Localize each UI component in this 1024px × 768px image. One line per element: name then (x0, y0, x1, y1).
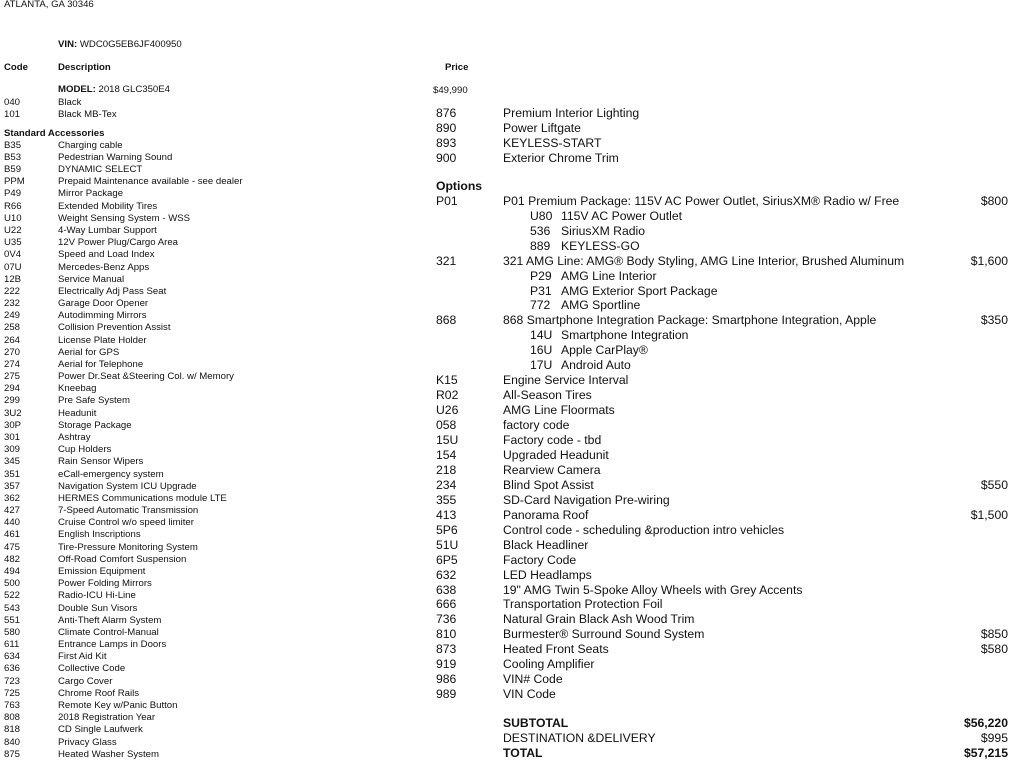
option-code: 989 (436, 687, 457, 702)
option-price: $580 (980, 642, 1008, 657)
sub-description: Smartphone Integration (561, 328, 689, 343)
option-row (0, 388, 1024, 403)
option-code: 6P5 (436, 552, 458, 567)
destination-value: $995 (980, 731, 1008, 745)
model-price: $49,990 (433, 85, 468, 96)
option-description: Blind Spot Assist (503, 477, 594, 492)
item-code: 876 (436, 106, 457, 120)
option-price: $1,600 (970, 253, 1008, 268)
item-description: Mirror Package (58, 188, 124, 200)
item-description: Collective Code (58, 663, 126, 675)
sub-code: 536 (530, 223, 551, 238)
option-code: 154 (436, 447, 457, 462)
item-description: Emission Equipment (58, 566, 146, 577)
item-description: Aerial for Telephone (58, 358, 144, 370)
option-row (0, 568, 1024, 583)
item-description: Headunit (58, 407, 97, 419)
item-code: 232 (4, 298, 21, 310)
item-description: Charging cable (58, 139, 123, 151)
option-code: 355 (436, 492, 457, 507)
option-code: 5P6 (436, 522, 458, 537)
option-row (0, 403, 1024, 418)
item-code: 611 (4, 639, 20, 651)
standard-accessories-title: Standard Accessories (4, 127, 105, 139)
option-row (0, 448, 1024, 463)
item-description: Privacy Glass (58, 736, 117, 748)
subtotal-label: SUBTOTAL (503, 716, 569, 730)
option-row (0, 612, 1024, 627)
option-price: $350 (980, 313, 1008, 328)
item-description: Cup Holders (58, 444, 112, 456)
option-row (0, 583, 1024, 598)
item-code: B53 (4, 151, 22, 163)
item-description: Kneebag (58, 383, 97, 395)
option-row (0, 478, 1024, 493)
description-header: Description (58, 62, 111, 73)
item-code: 636 (4, 663, 21, 675)
option-code: 413 (436, 507, 457, 522)
item-code: 351 (4, 468, 21, 480)
model-line (58, 84, 170, 96)
item-description: 4-Way Lumbar Support (58, 224, 157, 236)
item-code: 890 (436, 120, 457, 135)
item-code: 299 (4, 395, 21, 407)
right-item-row (0, 136, 1024, 151)
right-item-row (0, 151, 1024, 166)
item-code: 875 (4, 748, 21, 760)
sub-code: 889 (530, 238, 551, 253)
item-description: English Inscriptions (58, 529, 141, 541)
sub-code: U80 (530, 208, 553, 223)
option-description: Factory code - tbd (503, 433, 602, 447)
item-description: Collision Prevention Assist (58, 322, 171, 334)
item-description: 7-Speed Automatic Transmission (58, 505, 199, 517)
item-code: 634 (4, 651, 21, 663)
sub-description: KEYLESS-GO (561, 238, 640, 253)
sub-description: Apple CarPlay® (561, 343, 648, 358)
option-code: 632 (436, 567, 457, 582)
option-row (0, 672, 1024, 687)
item-code: 249 (4, 310, 21, 322)
option-row (0, 687, 1024, 702)
item-description: Off-Road Comfort Suspension (58, 553, 187, 565)
option-description: Panorama Roof (503, 507, 589, 522)
standard-accessory-row (0, 712, 420, 724)
option-code: 638 (436, 582, 457, 597)
item-description: Rain Sensor Wipers (58, 456, 144, 468)
item-code: PPM (4, 176, 25, 188)
item-code: 264 (4, 334, 21, 346)
item-description: Entrance Lamps in Doors (58, 639, 167, 651)
vin-line (58, 39, 182, 51)
option-price: $800 (980, 193, 1008, 208)
option-code: 810 (436, 627, 457, 642)
item-description: DYNAMIC SELECT (58, 164, 143, 176)
item-code: 543 (4, 602, 21, 614)
item-code: U35 (4, 237, 22, 249)
option-code: 321 (436, 253, 457, 268)
item-description: Anti-Theft Alarm System (58, 614, 162, 626)
option-row (0, 194, 1024, 209)
standard-accessory-row (0, 724, 420, 736)
item-code: 551 (4, 614, 21, 626)
destination-label: DESTINATION &DELIVERY (503, 731, 656, 745)
item-code: 440 (4, 517, 21, 529)
option-row (0, 642, 1024, 657)
option-description: 868 Smartphone Integration Package: Smartphone Integration, Apple (503, 313, 877, 328)
option-description: Black Headliner (503, 537, 589, 552)
item-description: Tire-Pressure Monitoring System (58, 541, 198, 553)
item-description: CD Single Laufwerk (58, 724, 143, 736)
option-sub-row (0, 209, 1024, 224)
item-code: 893 (436, 135, 457, 150)
item-code: 840 (4, 736, 21, 748)
sub-code: 772 (530, 298, 551, 313)
item-description: HERMES Communications module LTE (58, 492, 227, 504)
item-description: Black MB-Tex (58, 109, 117, 121)
item-description: Heated Washer System (58, 748, 159, 760)
item-code: 101 (4, 109, 21, 121)
item-description: Black (58, 97, 82, 108)
option-sub-row (0, 224, 1024, 239)
item-description: Double Sun Visors (58, 602, 138, 614)
item-code: 818 (4, 724, 21, 736)
option-code: 736 (436, 612, 457, 627)
option-code: 986 (436, 672, 457, 687)
option-sub-row (0, 239, 1024, 254)
sub-code: 16U (530, 343, 553, 358)
option-sub-row (0, 269, 1024, 284)
item-description: Cargo Cover (58, 675, 113, 687)
right-item-row (0, 121, 1024, 136)
item-code: 040 (4, 97, 21, 108)
option-sub-row (0, 343, 1024, 358)
standard-accessory-row (0, 737, 420, 749)
option-code: 666 (436, 597, 457, 612)
option-description: Burmester® Surround Sound System (503, 627, 705, 642)
item-code: 580 (4, 626, 21, 638)
option-row (0, 508, 1024, 523)
option-row (0, 254, 1024, 269)
item-description: Cruise Control w/o speed limiter (58, 517, 194, 529)
standard-accessory-row (0, 176, 420, 188)
item-code: 357 (4, 480, 21, 492)
sub-description: AMG Sportline (561, 298, 641, 313)
item-code: 3U2 (4, 407, 22, 419)
option-row (0, 538, 1024, 553)
option-code: P01 (436, 193, 458, 208)
option-description: AMG Line Floormats (503, 403, 615, 418)
item-code: 07U (4, 261, 22, 273)
option-description: factory code (503, 418, 570, 433)
option-description: VIN Code (503, 687, 556, 702)
option-description: Engine Service Interval (503, 373, 629, 388)
item-code: 461 (4, 529, 21, 541)
option-code: 234 (436, 477, 457, 492)
item-code: 309 (4, 444, 21, 456)
item-code: 222 (4, 285, 21, 297)
item-code: 482 (4, 553, 21, 565)
right-item-row (0, 106, 1024, 121)
standard-accessory-row (0, 164, 420, 176)
model-value: 2018 GLC350E4 (98, 84, 170, 95)
sub-code: P31 (530, 283, 552, 298)
option-row (0, 657, 1024, 672)
item-description: Mercedes-Benz Apps (58, 261, 150, 273)
sub-description: 115V AC Power Outlet (561, 208, 683, 223)
option-code: 218 (436, 462, 457, 477)
model-label: MODEL: (58, 84, 96, 95)
item-code: U10 (4, 212, 22, 224)
option-description: VIN# Code (503, 672, 563, 687)
option-price: $1,500 (970, 507, 1008, 522)
item-description: Aerial for GPS (58, 346, 120, 358)
option-code: 868 (436, 313, 457, 328)
option-code: 919 (436, 657, 457, 672)
item-code: 427 (4, 505, 21, 517)
option-row (0, 553, 1024, 568)
option-description: Cooling Amplifier (503, 657, 595, 672)
sub-code: 17U (530, 358, 553, 373)
option-row (0, 523, 1024, 538)
option-code: 058 (436, 418, 457, 433)
option-sub-row (0, 298, 1024, 313)
option-row (0, 627, 1024, 642)
item-description: Garage Door Opener (58, 298, 149, 310)
option-description: P01 Premium Package: 115V AC Power Outlet, SiriusXM® Radio w/ Free (503, 193, 900, 208)
item-code: 345 (4, 456, 21, 468)
item-code: 294 (4, 383, 21, 395)
item-description: Autodimming Mirrors (58, 310, 147, 322)
item-description: Remote Key w/Panic Button (58, 699, 178, 711)
option-description: SD-Card Navigation Pre-wiring (503, 492, 670, 507)
item-description: eCall-emergency system (58, 468, 164, 480)
option-row (0, 463, 1024, 478)
item-description: Navigation System ICU Upgrade (58, 480, 197, 492)
item-description: Exterior Chrome Trim (503, 150, 619, 165)
option-code: U26 (436, 403, 459, 418)
item-code: 362 (4, 492, 21, 504)
item-code: 500 (4, 578, 21, 590)
sub-description: AMG Line Interior (561, 268, 657, 283)
total-value: $57,215 (963, 746, 1008, 760)
item-description: KEYLESS-START (503, 135, 602, 150)
option-code: 15U (436, 433, 459, 447)
item-description: Chrome Roof Rails (58, 687, 140, 699)
item-code: 258 (4, 322, 21, 334)
item-description: Climate Control-Manual (58, 626, 159, 638)
option-sub-row (0, 328, 1024, 343)
item-description: First Aid Kit (58, 651, 107, 663)
option-code: 51U (436, 537, 459, 552)
option-row (0, 597, 1024, 612)
option-description: Upgraded Headunit (503, 447, 609, 462)
item-description: Power Liftgate (503, 120, 581, 135)
item-code: P49 (4, 188, 22, 200)
item-code: 270 (4, 346, 21, 358)
item-description: Power Folding Mirrors (58, 578, 152, 590)
option-row (0, 418, 1024, 433)
item-description: Power Dr.Seat &Steering Col. w/ Memory (58, 371, 234, 383)
item-code: 274 (4, 358, 21, 370)
item-code: 900 (436, 150, 457, 165)
option-description: Transportation Protection Foil (503, 597, 663, 612)
item-code: 763 (4, 699, 21, 711)
option-row (0, 493, 1024, 508)
dealer-address: ATLANTA, GA 30346 (4, 0, 94, 10)
item-description: Prepaid Maintenance available - see dealer (58, 176, 243, 188)
item-code: 30P (4, 419, 22, 431)
item-code: 808 (4, 712, 21, 724)
item-description: Speed and Load Index (58, 249, 155, 261)
options-title: Options (436, 178, 483, 193)
sub-code: 14U (530, 328, 553, 343)
item-description: Ashtray (58, 432, 91, 444)
option-row (0, 313, 1024, 328)
option-description: 321 AMG Line: AMG® Body Styling, AMG Line Interior, Brushed Aluminum (503, 253, 905, 268)
sub-code: P29 (530, 268, 552, 283)
item-code: 301 (4, 432, 21, 444)
option-price: $850 (980, 627, 1008, 642)
option-description: All-Season Tires (503, 388, 592, 403)
item-code: B35 (4, 139, 22, 151)
item-code: 522 (4, 590, 21, 602)
option-row (0, 373, 1024, 388)
item-code: 275 (4, 371, 21, 383)
option-description: Heated Front Seats (503, 642, 609, 657)
item-code: 494 (4, 566, 21, 577)
sub-description: Android Auto (561, 358, 631, 373)
item-description: Weight Sensing System - WSS (58, 212, 191, 224)
item-description: Pedestrian Warning Sound (58, 151, 173, 163)
vin-label: VIN: (58, 39, 78, 50)
option-description: Control code - scheduling &production intro vehicles (503, 522, 785, 537)
item-description: Radio-ICU Hi-Line (58, 590, 136, 602)
item-code: 0V4 (4, 249, 22, 261)
option-description: Factory Code (503, 552, 577, 567)
sub-description: AMG Exterior Sport Package (561, 283, 718, 298)
total-label: TOTAL (503, 746, 543, 760)
item-description: Storage Package (58, 419, 132, 431)
item-description: Pre Safe System (58, 395, 130, 407)
option-code: K15 (436, 373, 458, 388)
item-code: R66 (4, 200, 22, 212)
option-sub-row (0, 358, 1024, 373)
item-description: Service Manual (58, 273, 125, 285)
item-code: 12B (4, 273, 22, 285)
item-code: U22 (4, 224, 22, 236)
item-description: Extended Mobility Tires (58, 200, 158, 212)
price-header: Price (445, 62, 469, 73)
item-code: 725 (4, 687, 21, 699)
standard-accessory-row (0, 749, 420, 761)
option-code: R02 (436, 388, 459, 403)
option-price: $550 (980, 477, 1008, 492)
option-sub-row (0, 284, 1024, 299)
option-row (0, 433, 1024, 448)
option-description: Natural Grain Black Ash Wood Trim (503, 612, 695, 627)
subtotal-value: $56,220 (963, 716, 1008, 730)
item-description: License Plate Holder (58, 334, 147, 346)
option-description: LED Headlamps (503, 567, 592, 582)
item-description: 2018 Registration Year (58, 712, 156, 724)
option-description: 19" AMG Twin 5-Spoke Alloy Wheels with Grey Accents (503, 582, 803, 597)
sub-description: SiriusXM Radio (561, 223, 645, 238)
option-code: 873 (436, 642, 457, 657)
option-description: Rearview Camera (503, 462, 601, 477)
item-description: 12V Power Plug/Cargo Area (58, 237, 178, 249)
item-code: B59 (4, 164, 22, 176)
item-code: 475 (4, 541, 21, 553)
code-header: Code (4, 62, 28, 73)
item-description: Electrically Adj Pass Seat (58, 285, 167, 297)
vin-value: WDC0G5EB6JF400950 (79, 39, 182, 50)
item-description: Premium Interior Lighting (503, 106, 640, 120)
item-code: 723 (4, 675, 21, 687)
